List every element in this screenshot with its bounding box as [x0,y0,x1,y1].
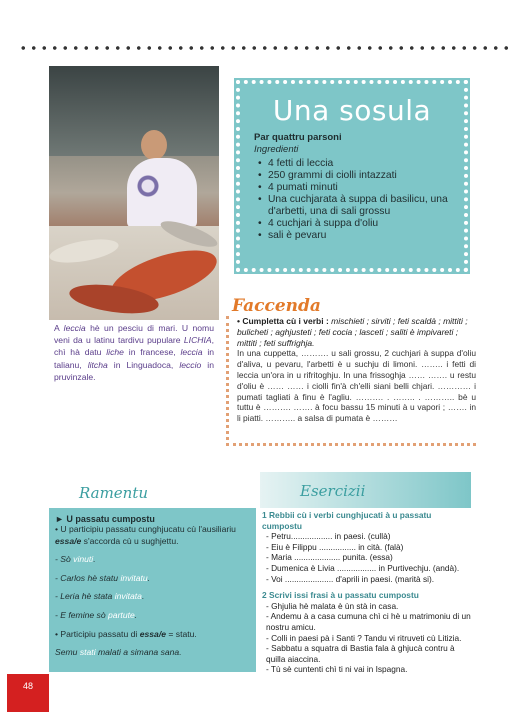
ingredient-item: • 4 pumati minuti [260,182,460,194]
recipe-box [236,80,468,272]
faccenda-exercise [226,316,476,446]
esercizii-box [262,510,471,675]
example-2: - Carlos hè statu invitatu. [55,572,151,583]
esercizii-header [260,472,471,508]
ramentu-title: Ramentu [79,484,149,502]
faccenda-body: In una cuppetta, ………. u sali grossu, 2 cuchjari à suppa d'oliu d'aliva, u pevaru, l'arbetti è u suchju di limoni. …….. i fetti di leccia un'ora in u rifritoghju. In una frissoghja …… ……. u restu d'oliu è …… …… i ciolli fin'à ch'elli siani belli chjari. ………… i pumati tagliati à finu è l'agliu. ………. . …….. . ……….. bè u tuttu è ………. ……. à focu bassu 15 minuti à u vapori ; ……. in li piatti. ……….. a salsa di pumata è ……… [237,348,476,424]
exercise-line: - Voi ..................... d'aprili in paesi. (marità si). [266,573,435,584]
ingredient-item: • 4 cuchjari à suppa d'oliu [260,218,460,230]
ingredient-item: • 250 grammi di ciolli intazzati [260,170,460,182]
esercizii-title: Esercizii [300,482,366,500]
ramentu-heading: ► U passatu cumpostu [55,514,155,524]
ingredient-item: • sali è pevaru [260,230,460,242]
exercise-line: - Maria .................... punita. (essa) [266,552,393,563]
example-1: - Sò vinuti. [55,554,96,565]
rule-2: • Participiu passatu di essa/e = statu. [55,628,197,639]
page-number: 48 [23,681,34,691]
example-5: Semu stati malati a simana sana. [55,647,182,658]
exercise-line: - Eiu è Filippu ................ in cità. (falà) [266,541,404,552]
exercise-line: - Sabbatu a squatra di Bastia fala à ghjucà contru à quilla aiaccina. [266,643,455,664]
recipe-title: Una sosula [272,94,432,127]
exercise-line: - Dumenica è Livia ................. in Purtivechju. (andà). [266,562,460,573]
exercise-line: - Colli in paesi pà i Santi ? Tandu vi ritruveti cù Litizia. [266,632,462,643]
exercise-1-heading: 1 Rebbii cù i verbi cunghjucati à u passatu cumpostu [262,510,432,531]
ingredients-label: Ingredienti [254,144,299,155]
ingredient-item: • Una cuchjarata à suppa di basilicu, una d'arbetti, una di sali grossu [260,194,460,218]
exercise-line: - Tù sè cuntenti chì ti ni vai in Ispagna. [266,664,408,675]
photo-caption: A leccia hè un pesciu di mari. U nomu veni da u latinu tardivu pupulare LICHIA, chì hà datu liche in francese, leccia in talianu, litcha in Linguadoca, leccio in pruvinzale. [54,323,215,382]
faccenda-prompt: • Cumpletta cù i verbi : mischieti ; sirviti ; feti scaldà ; mittiti ; bulicheti ; aghjusteti ; feti cocia ; lasceti ; saliti è impivareti ; mittiti ; feti suffrighja. [237,316,468,348]
ingredient-item: • 4 fetti di leccia [260,158,460,170]
rule-1: • U participiu passatu cunghjucatu cù l'ausiliariu essa/e s'accorda cù u sughjettu. [55,524,236,546]
example-3: - Leria hè stata invitata. [55,591,145,602]
exercise-line: - Ghjulia hè malata è ùn stà in casa. [266,600,399,611]
page-number-box [7,674,49,712]
top-dotted-rule [18,44,508,52]
bottom-section [49,472,471,675]
faccenda-title: Faccenda [232,296,321,316]
exercise-line: - Petru.................. in paesi. (cullà) [266,531,391,542]
ramentu-header [49,472,260,508]
ramentu-box [49,508,256,672]
exercise-2-heading: 2 Scrivi issi frasi à u passatu cumpostu [262,590,419,601]
ingredients-list [250,158,460,242]
exercise-line: - Andemu à a casa cumuna chì ci hè u matrimoniu di un nostru amicu. [266,611,471,632]
example-4: - E femine sò partute. [55,609,138,620]
recipe-serves: Par quattru parsoni [254,132,342,143]
fish-market-photo [49,66,219,320]
